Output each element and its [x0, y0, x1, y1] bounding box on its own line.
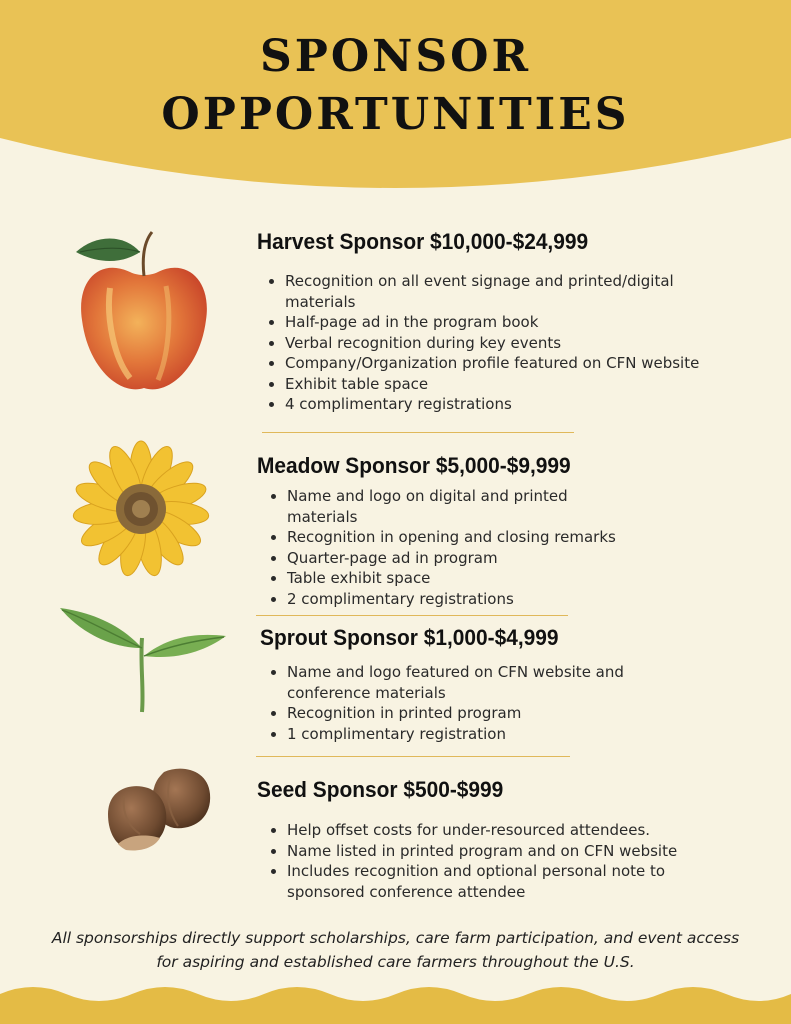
list-item: • Name listed in printed program and on CFN website [287, 841, 727, 862]
list-item: • 4 complimentary registrations [285, 394, 707, 415]
list-item: • Name and logo featured on CFN website and conference materials [287, 662, 710, 703]
list-item: • 2 complimentary registrations [287, 589, 677, 610]
bottom-wave-band [0, 980, 791, 1024]
chestnut-seeds-icon [104, 764, 216, 854]
footer-note-line2: for aspiring and established care farmers throughout the U.S. [156, 953, 635, 971]
sponsor-tier-title: Seed Sponsor $500-$999 [257, 777, 504, 802]
list-item: • Name and logo on digital and printed materials [287, 486, 587, 527]
page-title [0, 28, 791, 144]
sunflower-icon [72, 440, 210, 578]
list-item: • Table exhibit space [287, 568, 677, 589]
sponsor-tier-seed [257, 776, 727, 902]
list-item: • Recognition on all event signage and printed/digital materials [285, 271, 707, 312]
list-item: • Includes recognition and optional personal note to sponsored conference attendee [287, 861, 727, 902]
sponsor-tier-title: Harvest Sponsor $10,000-$24,999 [257, 229, 589, 254]
benefit-list [260, 662, 710, 744]
sponsor-tier-meadow [257, 452, 677, 609]
list-item: • Exhibit table space [285, 374, 707, 395]
divider [256, 756, 570, 757]
sponsor-tier-title: Meadow Sponsor $5,000-$9,999 [257, 453, 571, 478]
sponsor-tier-sprout [260, 624, 710, 744]
divider [256, 615, 568, 616]
list-item: • Help offset costs for under-resourced attendees. [287, 820, 727, 841]
page-title-line1: SPONSOR [259, 31, 532, 82]
benefit-list [257, 820, 727, 902]
list-item: • Company/Organization profile featured on CFN website [285, 353, 707, 374]
list-item: • Verbal recognition during key events [285, 333, 707, 354]
list-item: • Recognition in opening and closing remarks [287, 527, 677, 548]
benefit-list-continued [257, 527, 677, 609]
apple-icon [70, 228, 218, 400]
benefit-list [257, 486, 587, 527]
list-item: • Half-page ad in the program book [285, 312, 707, 333]
list-item: • Recognition in printed program [287, 703, 710, 724]
list-item: • Quarter-page ad in program [287, 548, 677, 569]
sponsor-tier-harvest [257, 228, 707, 415]
page-title-line2: OPPORTUNITIES [161, 89, 630, 140]
sprout-icon [58, 604, 228, 716]
footer-note-line1: All sponsorships directly support scholarships, care farm participation, and event access [51, 929, 740, 947]
sponsor-tier-title: Sprout Sponsor $1,000-$4,999 [260, 625, 559, 650]
benefit-list [257, 271, 707, 415]
divider [262, 432, 574, 433]
list-item: • 1 complimentary registration [287, 724, 710, 745]
footer-note [0, 926, 791, 974]
